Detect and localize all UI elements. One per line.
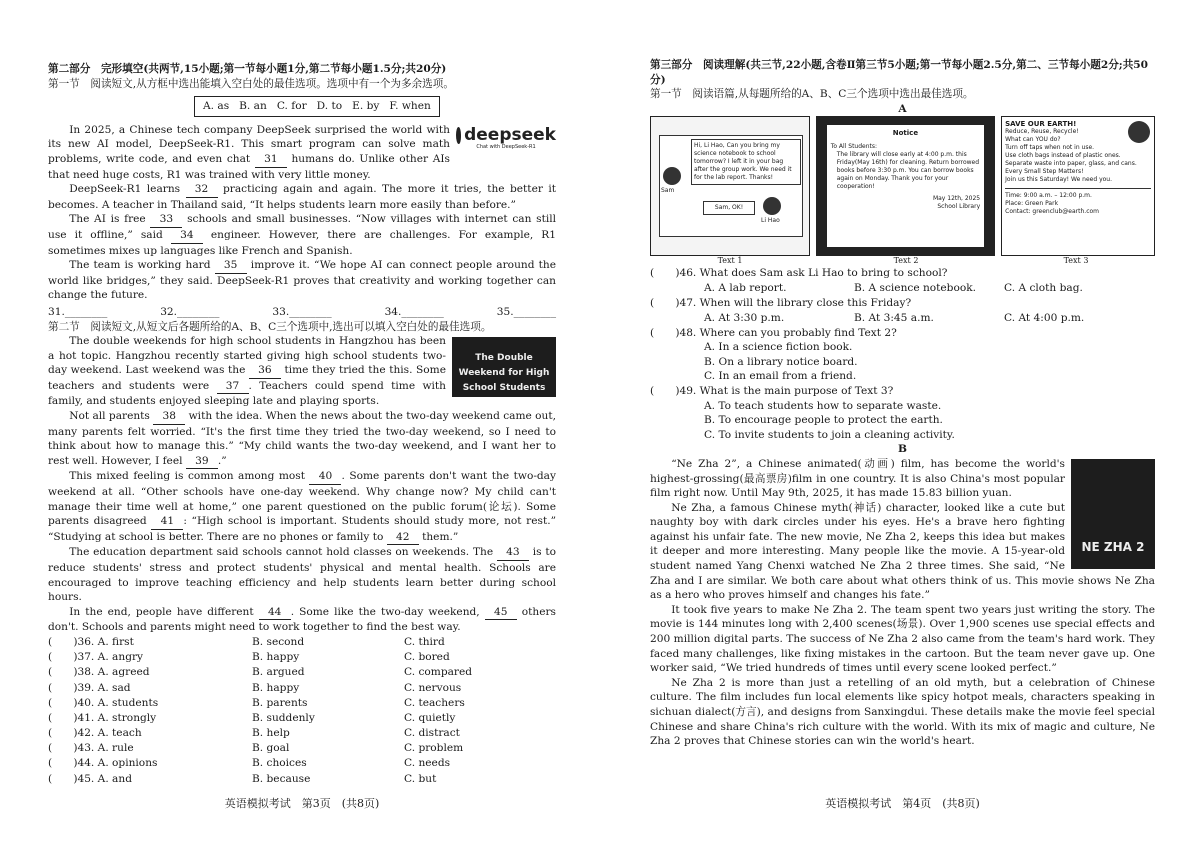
weekend-photo [452,337,556,397]
question-row: ( )39. A. sad B. happy C. nervous [48,681,462,694]
blank-42: 42 [387,530,419,546]
question-list [48,635,556,787]
box-option: B. an [239,100,267,113]
question-row: ( )42. A. teach B. help C. distract [48,727,460,740]
paragraph: The team is working hard 35 improve it. “We hope AI can connect people around the world like bridges,” they said. DeepSeek-R1 proves that creativity and working together can change the future. [48,259,556,302]
paragraph: Ne Zha 2 is more than just a retelling of an old myth, but a celebration of Chinese culture. The film includes fun local elements like spicy hotpot meals, characters speaking in sichuan dialect(方言), and designs from Sanxingdui. These details make the movie feel special Chinese and share China's rich culture with the world. With its mix of magic and culture, Ne Zha 2 proves that Chinese stories can win the world's heart. [650,676,1155,748]
notice-body: The library will close early at 4:00 p.m. this Friday(May 16th) for cleaning. Return borrowed books before 3:30 p.m. You can borrow books again on Monday. Thank you for your cooperation! [836,151,980,191]
poster-contact: Contact: greenclub@earth.com [1005,208,1100,216]
text3-label: Text 3 [1063,256,1089,266]
poster-time: Time: 9:00 a.m. – 12:00 p.m. [1005,192,1092,200]
answer-blank: 35.________ [496,305,556,318]
logo-caption: Chat with DeepSeek-R1 [476,143,536,150]
blank-35: 35 [215,258,247,274]
paragraph: In 2025, a Chinese tech company DeepSeek surprised the world with its new AI model, DeepSeek-R1. This smart program can solve math problems, write code, and even chat 31 humans do. Unlike other AIs that need huge costs, R1 was trained with very little money. [48,123,450,181]
notice-to: To All Students: [830,143,878,151]
poster-details [1005,188,1151,216]
paragraph: Ne Zha, a famous Chinese myth(神话) character, looked like a cute but naughty boy with dark circles under his eyes. He's a brave hero fighting against his unfair fate. The new movie, Ne Zha 2, keeps this idea but makes it deeper and more interesting. Many people like the movie. A 15-year-old student named Yang Chenxi watched Ne Zha 2 three times. She said, “Ne Zha and I are similar. We both care about what others think of us. This movie shows Ne Zha as a hero who proves himself and changes his fate.” [650,501,1155,602]
paragraph: In the end, people have different 44 . Some like the two-day weekend, 45 others don't. Schools and parents might need to work together to find the best way. [48,605,556,634]
nezha-poster [1071,459,1155,569]
question-row: ( )41. A. strongly B. suddenly C. quietly [48,711,456,724]
question-row: ( )38. A. agreed B. argued C. compared [48,666,473,679]
poster-line: Every Small Step Matters! [1005,168,1084,176]
question-row: ( )43. A. rule B. goal C. problem [48,742,464,755]
poster-place: Place: Green Park [1005,200,1059,208]
question-47: ( )47. When will the library close this Friday? A. At 3:30 p.m. B. At 3:45 a.m. C. At 4:00 p.m. [650,296,1085,324]
reply-bubble: Sam, OK! [703,201,755,215]
paragraph: The education department said schools cannot hold classes on weekends. The 43 is to reduce students' stress and protect students' physical and mental health. Schools are encouraged to improve teaching efficiency and help students learn better during school hours. [48,546,556,604]
blank-36: 36 [249,363,281,379]
lihao-name: Li Hao [761,217,780,225]
text2-panel [816,116,995,256]
box-option: D. to [316,100,343,113]
passage-a-label: A [898,102,907,115]
part3-heading: 第三部分 阅读理解(共三节,22小题,含卷Ⅱ第三节5小题;第一节每小题2.5分,第二、三节每小题2分;共50分) [650,59,1149,86]
question-row: ( )44. A. opinions B. choices C. needs [48,757,451,770]
notice-board [827,125,984,247]
answer-blanks [48,305,556,320]
box-option: F. when [389,100,431,113]
poster-line: Turn off taps when not in use. [1005,144,1095,152]
notice-date: May 12th, 2025 [932,195,981,203]
deepseek-logo [456,124,556,145]
question-row: ( )40. A. students B. parents C. teachers [48,696,465,709]
text2-label: Text 2 [893,256,919,266]
poster-title: SAVE OUR EARTH! [1005,120,1077,129]
part2-heading: 第二部分 完形填空(共两节,15小题;第一节每小题1分,第二节每小题1.5分;共20分) [48,63,447,75]
left-page [48,0,556,848]
text-labels [650,256,1155,266]
photo-caption: The Double Weekend for High School Students [458,353,550,393]
blank-33: 33 [150,212,182,228]
answer-blank: 31.________ [48,305,108,318]
question-row: ( )36. A. first B. second C. third [48,635,445,648]
sam-name: Sam [661,187,675,195]
box-option: A. as [203,100,230,113]
answer-blank: 34.________ [384,305,444,318]
section1-heading: 第一节 阅读语篇,从每题所给的A、B、C三个选项中选出最佳选项。 [650,88,974,101]
blank-40: 40 [309,469,341,485]
section2-heading: 第二节 阅读短文,从短文后各题所给的A、B、C三个选项中,选出可以填入空白处的最佳选项。 [48,320,492,333]
blank-43: 43 [497,545,529,561]
poster-line: Separate waste into paper, glass, and cans. [1005,160,1137,168]
text3-panel [1001,116,1155,256]
option-box [194,96,440,117]
poster-line: Join us this Saturday! We need you. [1005,176,1112,184]
paragraph: The AI is free 33 schools and small businesses. “Now villages with internet can still use it offline,” said 34 engineer. However, there are challenges. For example, R1 sometimes mixes up languages like French and Spanish. [48,213,556,257]
question-46: ( )46. What does Sam ask Li Hao to bring to school? A. A lab report. B. A science notebook. C. A cloth bag. [650,267,1083,294]
paragraph: DeepSeek-R1 learns 32 practicing again and again. The more it tries, the better it becomes. A teacher in Thailand said, “It helps students learn more easily than before.” [48,183,557,211]
page-footer: 英语模拟考试 第4页 (共8页) [825,797,980,811]
whale-icon [456,127,461,144]
logo-text: deepseek [464,124,556,145]
paragraph: Not all parents 38 with the idea. When the news about the two-day weekend came out, many parents felt worried. “It's the first time they tried the two-day weekend, so I need to think about how to manage this.” “My child wants the two-day weekend, and I want her to rest well. However, I feel 39 .” [48,409,556,469]
blank-34: 34 [171,228,203,244]
poster-caption: NE ZHA 2 [1081,540,1145,555]
page-footer: 英语模拟考试 第3页 (共8页) [224,797,380,811]
text1-panel [650,116,810,256]
box-option: C. for [276,100,307,113]
paragraph: “Ne Zha 2”, a Chinese animated(动画) film, has become the world's highest-grossing(最高票房)film in one country. It is also China's most popular film right now. Until May 9th, 2025, it has made 15.83 billion yuan. [650,457,1065,500]
paragraph: The double weekends for high school students in Hangzhou has been a hot topic. Hangzhou recently started giving high school students two-day weekend. Last weekend was the 36 time they tried the this. Some teachers and students were 37 . Teachers could spend time with family, and students enjoyed sleeping late and playing sports. [48,335,446,408]
answer-blank: 33.________ [272,305,332,318]
chat-bubble: Hi, Li Hao, Can you bring my science notebook to school tomorrow? I left it in your bag after the group work. We need it for the lab report. Thanks! [691,139,801,185]
question-49: ( )49. What is the main purpose of Text 3? A. To teach students how to separate waste. B. To encourage people to protect the earth. C. To invite students to join a cleaning activity. [650,384,955,441]
question-48: ( )48. Where can you probably find Text 2? A. In a science fiction book. B. On a library notice board. C. In an email from a friend. [650,326,897,383]
question-row: ( )45. A. and B. because C. but [48,772,437,785]
paragraph: It took five years to make Ne Zha 2. The team spent two years just writing the story. The movie is 144 minutes long with 2,400 scenes(场景). Over 1,900 scenes use special effects and 200 million digital parts. The success of Ne Zha 2 also came from the team's hard work. They faced many challenges, like fixing mistakes in the cartoon. But the team never gave up. One worker said, “We tried hundreds of times until every scene looked perfect.” [650,603,1155,675]
blank-45: 45 [485,605,517,621]
blank-32: 32 [186,182,218,198]
deepseek-logo-block [456,124,556,151]
poster-line: What can YOU do? [1005,136,1061,144]
blank-31: 31 [255,152,287,168]
answer-blank: 32.________ [160,305,220,318]
blank-44: 44 [259,605,291,621]
blank-37: 37 [217,379,249,395]
poster-line: Reduce, Reuse, Recycle! [1005,128,1079,136]
blank-38: 38 [153,409,185,425]
right-page [650,0,1155,848]
question-row: ( )37. A. angry B. happy C. bored [48,651,450,664]
notice-title: Notice [892,129,919,138]
blank-39: 39 [186,454,218,470]
paragraph: This mixed feeling is common among most 40 . Some parents don't want the two-day weekend at all. “Other schools have one-day weekend. Why change now? My child can't manage their time well at home,” one parent questioned on the public forum(论坛). Some parents disagreed 41 : “High school is important. Students should study more, not rest.” “Studying at school is better. There are no phones or family to 42 them.” [48,469,556,545]
box-option: E. by [352,100,380,113]
poster-line: Use cloth bags instead of plastic ones. [1005,152,1121,160]
notice-sign: School Library [937,203,981,211]
section1-heading: 第一节 阅读短文,从方框中选出能填入空白处的最佳选项。选项中有一个为多余选项。 [48,77,454,90]
passage-b-label: B [898,443,907,456]
text1-label: Text 1 [717,256,743,266]
texts-row [650,116,1155,256]
blank-41: 41 [151,514,183,530]
